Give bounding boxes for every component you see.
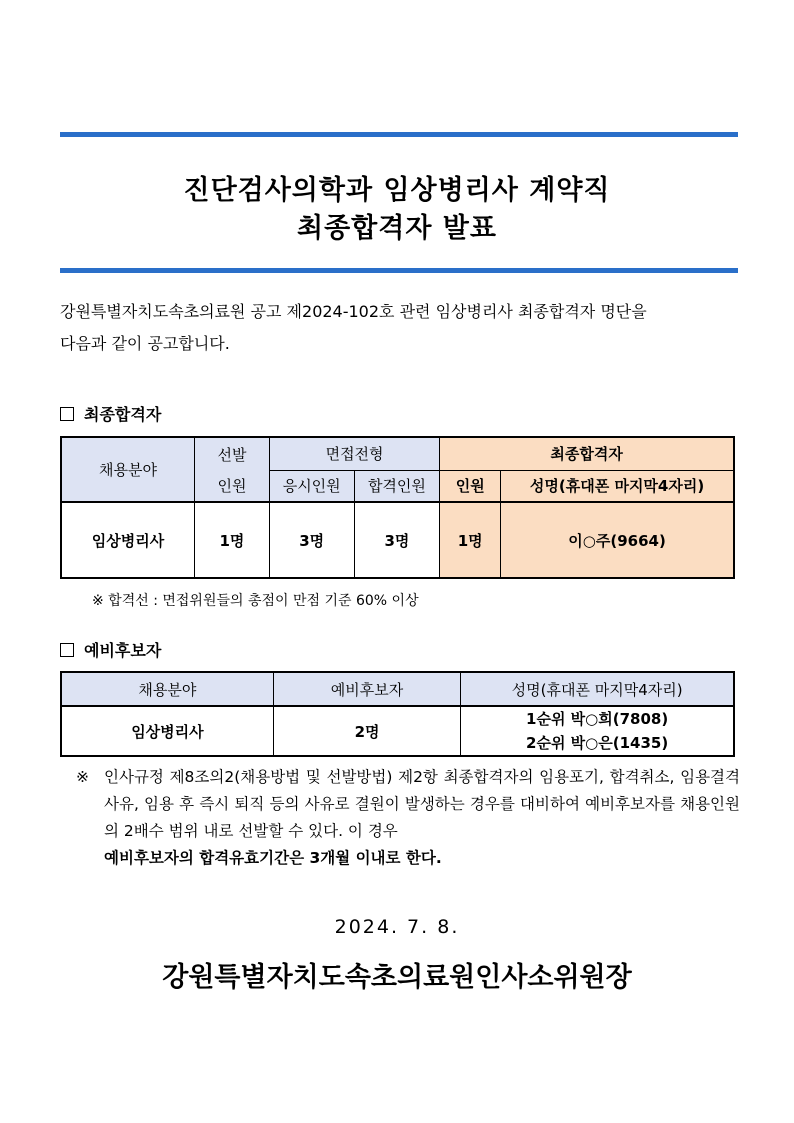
announcement-date: 2024. 7. 8. [334,916,460,938]
header-select-2: 인원 [195,470,270,502]
final-section-label: 최종합격자 [84,405,162,424]
cell-names [461,706,734,756]
cell-final-count: 1명 [440,502,501,578]
bottom-rule [60,268,738,273]
rule-note-bold: 예비후보자의 합격유효기간은 3개월 이내로 한다. [104,849,442,867]
cell-select: 1명 [195,502,270,578]
reserve-table [60,671,735,757]
checkbox-icon [60,643,74,657]
page-title-line1: 진단검사의학과 임상병리사 계약직 [183,175,611,206]
rule-note [76,764,740,872]
cell-field: 임상병리사 [61,502,195,578]
table-row [61,502,734,578]
header-applicants: 응시인원 [269,470,354,502]
pass-line-note: ※ 합격선 : 면접위원들의 총점이 만점 기준 60% 이상 [92,593,419,609]
reserve-name-2: 2순위 박○은(1435) [526,734,669,752]
signature: 강원특별자치도속초의료원인사소위원장 [162,962,632,993]
top-rule [60,132,738,137]
table-row [61,706,734,756]
header-interview: 면접전형 [269,437,439,470]
intro-line1: 강원특별자치도속초의료원 공고 제2024-102호 관련 임상병리사 최종합격자 명단을 [60,302,647,321]
page-title-line2: 최종합격자 발표 [297,213,497,244]
note-mark: ※ [76,768,89,786]
header-final-name: 성명(휴대폰 마지막4자리) [501,470,734,502]
checkbox-icon [60,407,74,421]
final-table [60,436,735,579]
cell-reserve: 2명 [273,706,460,756]
intro-line2: 다음과 같이 공고합니다. [60,334,230,353]
header-reserve: 예비후보자 [273,672,460,706]
reserve-name-1: 1순위 박○희(7808) [526,710,669,728]
cell-applicants: 3명 [269,502,354,578]
rule-note-text: 인사규정 제8조의2(채용방법 및 선발방법) 제2항 최종합격자의 임용포기, 합격취소, 임용결격 사유, 임용 후 즉시 퇴직 등의 사유로 결원이 발생하는 경우를 대비하여 예비후보자를 채용인원의 2배수 범위 내로 선발할 수 있다. 이 경우 [104,768,740,840]
cell-final-name: 이○주(9664) [501,502,734,578]
intro-paragraph [60,296,740,360]
header-field: 채용분야 [61,672,273,706]
header-field: 채용분야 [61,437,195,502]
header-select: 선발 [195,437,270,470]
cell-passed: 3명 [354,502,440,578]
cell-field: 임상병리사 [61,706,273,756]
final-section-heading [60,402,161,425]
header-passed: 합격인원 [354,470,440,502]
reserve-section-heading [60,638,161,661]
reserve-section-label: 예비후보자 [84,641,162,660]
header-final-count: 인원 [440,470,501,502]
header-final: 최종합격자 [440,437,734,470]
header-name: 성명(휴대폰 마지막4자리) [461,672,734,706]
